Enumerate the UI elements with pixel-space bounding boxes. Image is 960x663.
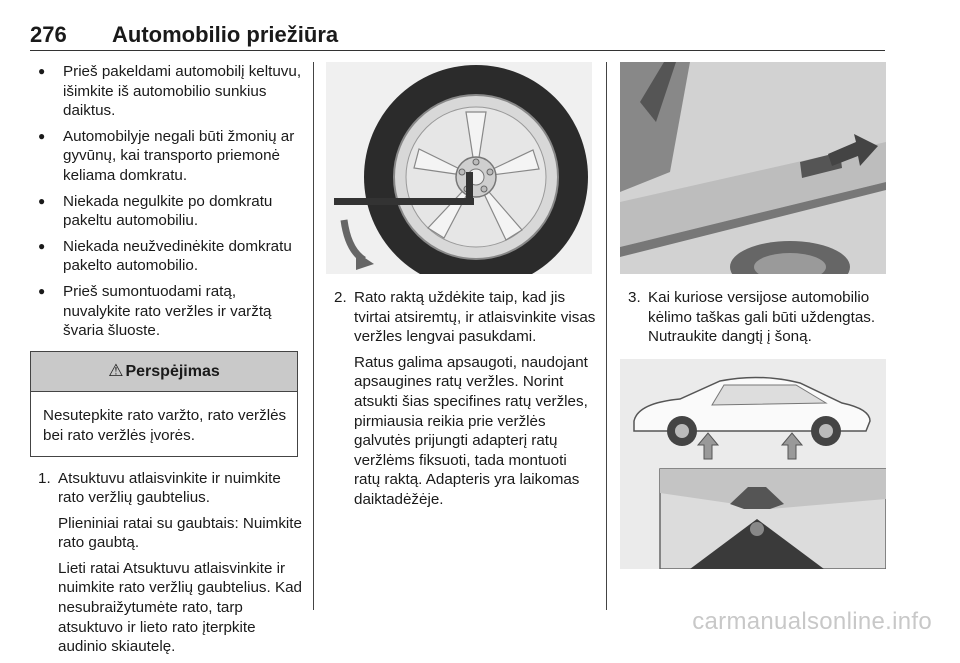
step-1-text: Atsuktuvu atlaisvinkite ir nuimkite rato veržlių gaubtelius. xyxy=(58,469,281,507)
warning-box xyxy=(30,351,298,457)
column-2 xyxy=(326,62,596,516)
step-2 xyxy=(326,288,596,510)
car-jack-points-illustration xyxy=(620,359,886,569)
page-header xyxy=(30,22,885,51)
bullet-item: ● Niekada neužvedinėkite domkratu pakelto automobilio. xyxy=(30,237,302,276)
warning-triangle-icon: ⚠ xyxy=(108,360,124,380)
step-1-note-steel: Plieniniai ratai su gaubtais: Nuimkite rato gaubtą. xyxy=(58,514,302,552)
wheel-wrench-illustration xyxy=(326,62,592,274)
step-2-note: Ratus galima apsaugoti, naudojant apsaugines ratų veržles. Norint atsukti šias specifines ratų veržles, pirmiausia reikia prie veržlės galvutės prijungti adapterį ratų veržlėms fiksuoti, tada montuoti ratų raktą. Adapteris yra laikomas daiktadėžėje. xyxy=(354,353,588,508)
step-number: 3. xyxy=(628,289,641,306)
column-3 xyxy=(620,62,888,569)
page-title: Automobilio priežiūra xyxy=(112,22,339,47)
step-1 xyxy=(30,469,302,657)
column-1 xyxy=(30,62,302,663)
warning-title: Perspėjimas xyxy=(125,362,220,380)
column-divider-2 xyxy=(606,62,607,610)
step-3-text: Kai kuriose versijose automobilio kėlimo taškas gali būti uždengtas. Nutraukite dangtį į šoną. xyxy=(648,289,876,346)
bullet-item: ● Prieš sumontuodami ratą, nuvalykite rato veržles ir varžtą švaria šluoste. xyxy=(30,282,302,341)
page-number: 276 xyxy=(30,22,67,47)
bullet-item: ● Automobilyje negali būti žmonių ar gyvūnų, kai transporto priemonė keliama domkratu. xyxy=(30,127,302,186)
step-number: 1. xyxy=(38,469,51,487)
bullet-item: ● Niekada negulkite po domkratu pakeltu automobiliu. xyxy=(30,192,302,231)
step-number: 2. xyxy=(334,289,347,306)
watermark: carmanualsonline.info xyxy=(692,608,932,635)
warning-header xyxy=(31,352,297,393)
warning-text: Nesutepkite rato varžto, rato veržlės bei rato veržlės įvorės. xyxy=(43,407,287,444)
safety-bullet-list xyxy=(30,62,302,341)
step-2-text: Rato raktą uždėkite taip, kad jis tvirtai atsiremtų, ir atlaisvinkite visas veržles lengvai pasukdami. xyxy=(354,289,596,346)
jacking-point-cover-illustration xyxy=(620,62,886,274)
step-3 xyxy=(620,288,888,347)
bullet-item: ● Prieš pakeldami automobilį keltuvu, išimkite iš automobilio sunkius daiktus. xyxy=(30,62,302,121)
column-divider-1 xyxy=(313,62,314,610)
step-1-note-alloy: Lieti ratai Atsuktuvu atlaisvinkite ir nuimkite rato veržlių gaubtelius. Kad nesubraižytumėte rato, tarp atsuktuvo ir lieto rato įterpkite audinio skiautelę. xyxy=(58,559,302,656)
